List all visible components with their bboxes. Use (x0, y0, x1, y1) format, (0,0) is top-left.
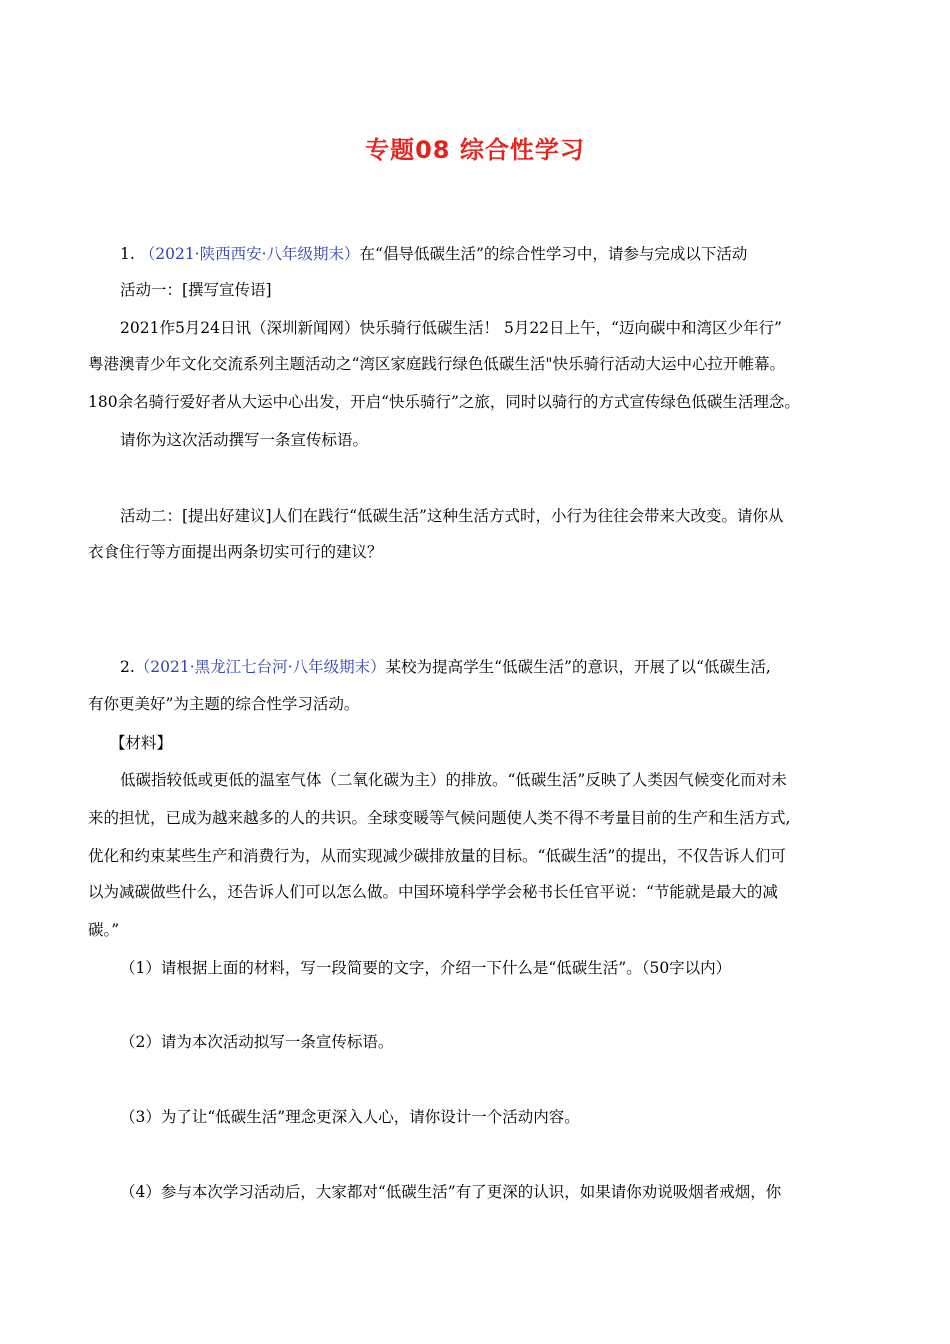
q2-subquestion-3: （3）为了让“低碳生活”理念更深入人心，请你设计一个活动内容。 (120, 1108, 580, 1126)
q2-subquestion-1: （1）请根据上面的材料，写一段简要的文字，介绍一下什么是“低碳生活”。（50字以内） (120, 959, 732, 977)
q2-number: 2. (120, 658, 135, 676)
q1-intro-line (120, 244, 900, 264)
page-title: 专题08 综合性学习 (365, 136, 585, 164)
q2-material-label: 【材料】 (110, 734, 173, 752)
q2-material-line: 来的担忧，已成为越来越多的人的共识。全球变暖等气候问题使人类不得不考量目前的生产和生活方式, (88, 809, 791, 827)
q2-material-line: 碳。” (88, 921, 120, 939)
q1-paragraph-line: 粤港澳青少年文化交流系列主题活动之“湾区家庭践行绿色低碳生活"快乐骑行活动大运中心拉开帷幕。 (88, 355, 786, 373)
q2-subquestion-4: （4）参与本次学习活动后，大家都对“低碳生活”有了更深的认识，如果请你劝说吸烟者戒烟，你 (120, 1183, 782, 1201)
q1-intro: 在“倡导低碳生活”的综合性学习中，请参与完成以下活动 (359, 245, 748, 263)
q2-material-line: 优化和约束某些生产和消费行为，从而实现减少碳排放量的目标。“低碳生活”的提出，不仅告诉人们可 (88, 847, 786, 865)
q1-paragraph-line: 2021作5月24日讯（深圳新闻网）快乐骑行低碳生活！ 5月22日上午，“迈向碳中和湾区少年行” (120, 319, 782, 337)
q2-material-line: 以为减碳做些什么，还告诉人们可以怎么做。中国环境科学学会秘书长任官平说：“节能就是最大的减 (88, 883, 778, 901)
q2-intro: 某校为提高学生“低碳生活”的意识，开展了以“低碳生活, (385, 658, 771, 676)
q2-intro-line (120, 657, 900, 677)
q1-paragraph-line: 180余名骑行爱好者从大运中心出发，开启“快乐骑行”之旅，同时以骑行的方式宣传绿色低碳生活理念。 (88, 393, 800, 411)
q1-activity2-line: 衣食住行等方面提出两条切实可行的建议？ (88, 543, 383, 561)
q2-material-line: 低碳指较低或更低的温室气体（二氧化碳为主）的排放。“低碳生活”反映了人类因气候变化而对未 (120, 771, 787, 789)
q1-activity1-title: 活动一：[撰写宣传语] (120, 281, 272, 299)
q1-source: （2021·陕西西安·八年级期末） (139, 245, 360, 263)
q2-subquestion-2: （2）请为本次活动拟写一条宣传标语。 (120, 1033, 394, 1051)
q1-number: 1. (120, 245, 135, 263)
q1-activity2-line: 活动二：[提出好建议]人们在践行“低碳生活”这种生活方式时，小行为往往会带来大改变。请你从 (120, 507, 784, 525)
q2-intro-line: 有你更美好”为主题的综合性学习活动。 (88, 695, 360, 713)
q1-task1: 请你为这次活动撰写一条宣传标语。 (120, 431, 369, 449)
q2-source: （2021·黑龙江七台河·八年级期末） (134, 658, 386, 676)
